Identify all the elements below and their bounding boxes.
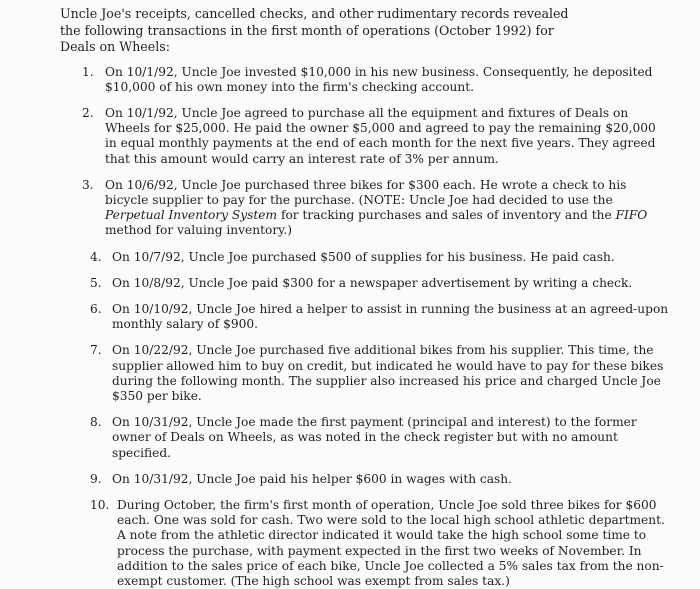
item-text: On 10/22/92, Uncle Joe purchased five additional bikes from his supplier. This time, the supplier allowed him to buy on credit, but indicated he would have to pay for these bikes during the following month. The supplier also increased his price and charged Uncle Joe $350 per bike. (112, 343, 663, 403)
item-text: On 10/7/92, Uncle Joe purchased $500 of supplies for his business. He paid cash. (112, 250, 615, 264)
item-text: On 10/10/92, Uncle Joe hired a helper to assist in running the business at an agreed-upon monthly salary of $900. (112, 302, 668, 331)
transaction-item-8 (60, 415, 670, 461)
item-text: On 10/31/92, Uncle Joe paid his helper $600 in wages with cash. (112, 472, 512, 486)
transaction-item-6 (60, 302, 670, 332)
item-number: 2. (82, 106, 94, 121)
item-text-before: On 10/6/92, Uncle Joe purchased three bikes for $300 each. He wrote a check to his bicycle supplier to pay for the purchase. (NOTE: Uncle Joe had decided to use the (105, 178, 626, 207)
item-emphasis-inventory-system: Perpetual Inventory System (105, 208, 277, 222)
item-number: 1. (82, 65, 94, 80)
transaction-item-2 (60, 106, 670, 167)
item-number: 3. (82, 178, 94, 193)
transaction-item-3 (60, 178, 670, 239)
item-text-middle: for tracking purchases and sales of inventory and the (277, 208, 615, 222)
item-text-after: method for valuing inventory.) (105, 223, 292, 237)
item-number: 7. (90, 343, 102, 358)
item-number: 10. (90, 498, 109, 513)
item-text: On 10/31/92, Uncle Joe made the first payment (principal and interest) to the former owner of Deals on Wheels, as was noted in the check register but with no amount specified. (112, 415, 637, 459)
intro-paragraph: Uncle Joe's receipts, cancelled checks, and other rudimentary records revealed the following transactions in the first month of operations (October 1992) for Deals on Wheels: (60, 6, 670, 56)
item-number: 5. (90, 276, 102, 291)
transaction-item-7 (60, 343, 670, 404)
transaction-item-10 (60, 498, 670, 589)
item-number: 8. (90, 415, 102, 430)
item-emphasis-fifo: FIFO (616, 208, 648, 222)
item-text: On 10/1/92, Uncle Joe agreed to purchase all the equipment and fixtures of Deals on Wheels for $25,000. He paid the owner $5,000 and agreed to pay the remaining $20,000 in equal monthly payments at the end of each month for the next five years. They agreed that this amount would carry an interest rate of 3% per annum. (105, 106, 656, 166)
item-text: On 10/8/92, Uncle Joe paid $300 for a newspaper advertisement by writing a check. (112, 276, 632, 290)
transaction-item-5 (60, 276, 670, 291)
transaction-item-4 (60, 250, 670, 265)
item-text: During October, the firm's first month of operation, Uncle Joe sold three bikes for $600 each. One was sold for cash. Two were sold to the local high school athletic department. A note from the athletic director indicated it would take the high school some time to process the purchase, with payment expected in the first two weeks of November. In addition to the sales price of each bike, Uncle Joe collected a 5% sales tax from the non-exempt customer. (The high school was exempt from sales tax.) (117, 498, 665, 588)
item-text: On 10/1/92, Uncle Joe invested $10,000 in his new business. Consequently, he deposited $10,000 of his own money into the firm's checking account. (105, 65, 652, 94)
item-number: 9. (90, 472, 102, 487)
transaction-list (60, 65, 670, 589)
transaction-item-1 (60, 65, 670, 95)
item-number: 4. (90, 250, 102, 265)
item-number: 6. (90, 302, 102, 317)
transaction-item-9 (60, 472, 670, 487)
